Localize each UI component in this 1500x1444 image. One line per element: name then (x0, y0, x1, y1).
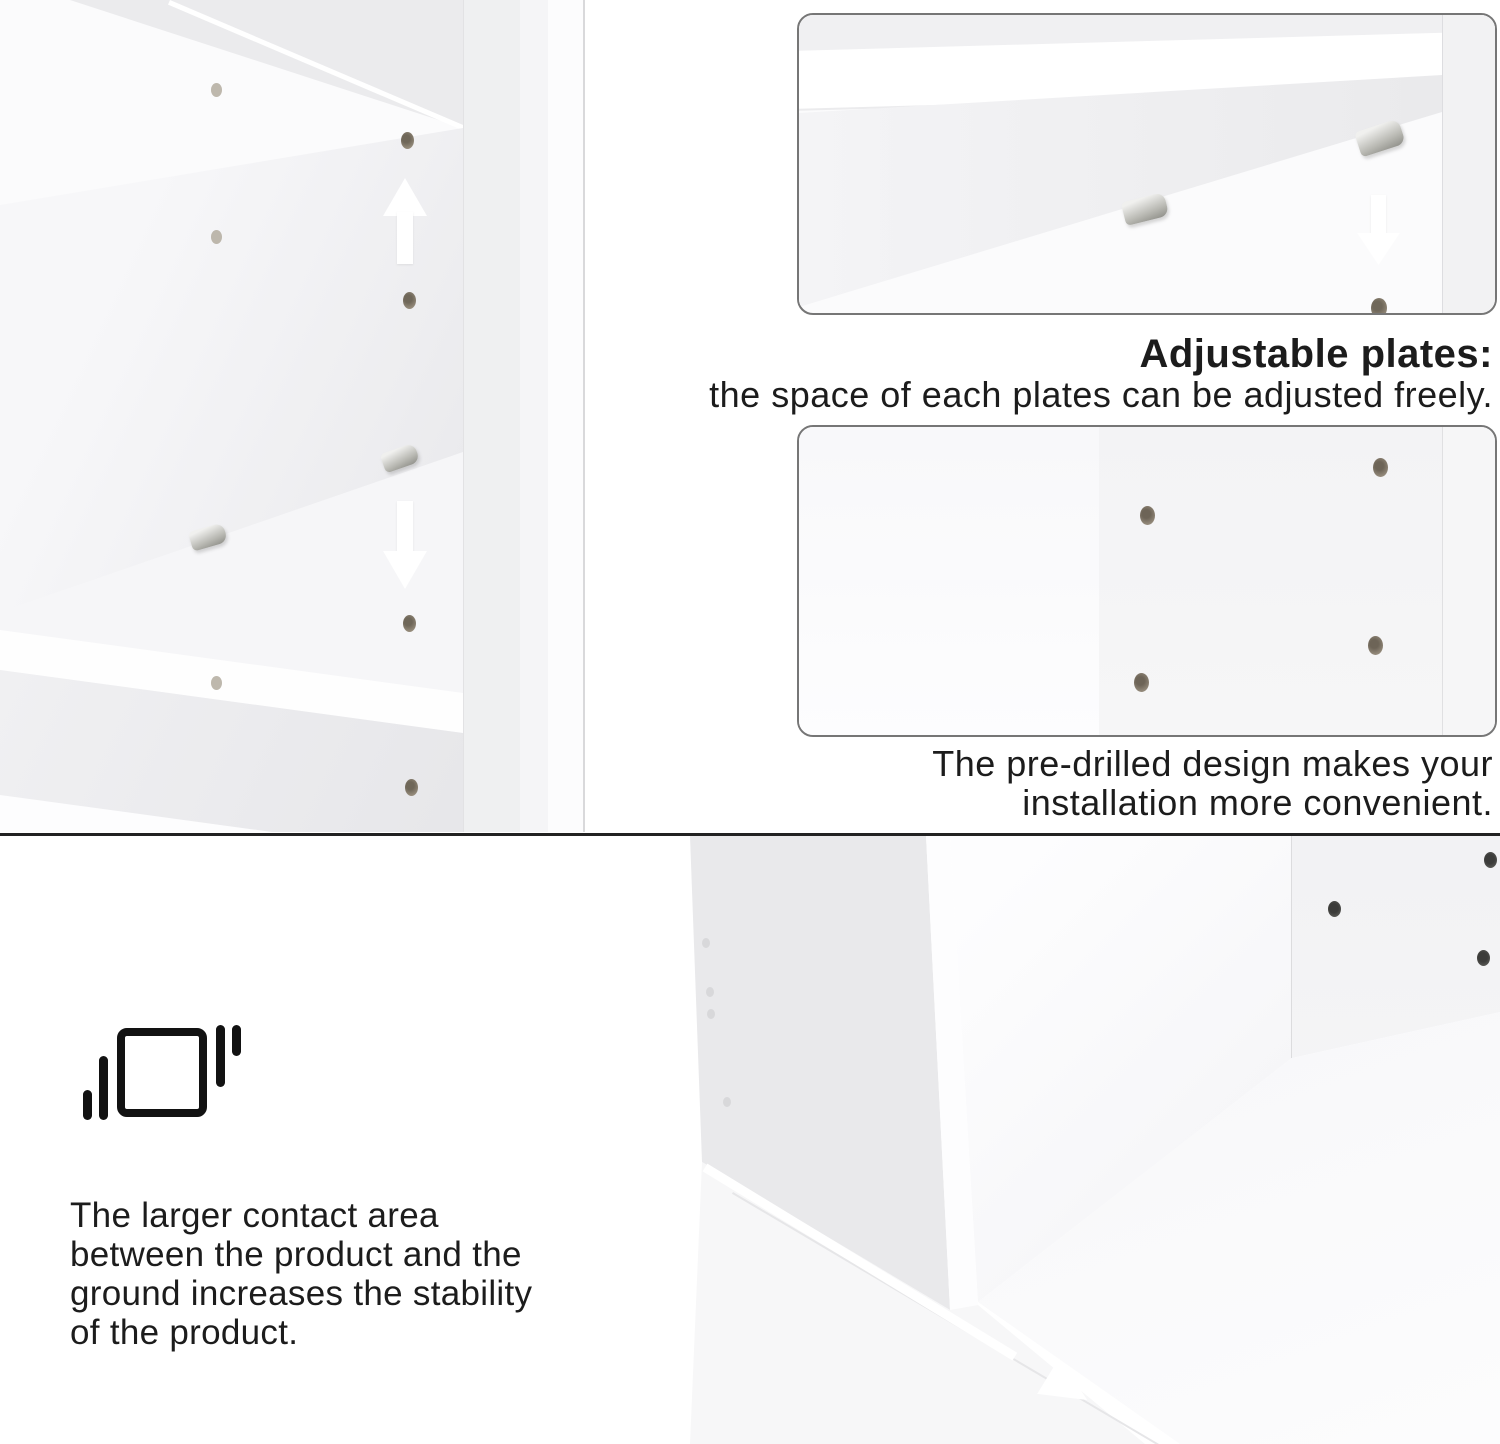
vibration-line (232, 1025, 241, 1056)
vibration-line (99, 1056, 108, 1120)
photo-predrilled-holes (797, 425, 1497, 737)
pin-hole (401, 132, 414, 149)
vibration-square (117, 1028, 207, 1117)
photo-cabinet-base (688, 836, 1500, 1444)
pin-hole (403, 615, 416, 632)
pin-hole-faint (702, 938, 710, 948)
side-panel-edge (1442, 427, 1497, 737)
side-panel-shade (520, 0, 548, 832)
side-panel-edge (583, 0, 585, 832)
pre-drilled-hole (1134, 673, 1149, 692)
caption-stability (70, 1196, 630, 1352)
caption-line: between the product and the (70, 1235, 522, 1274)
photo-shelf-left (0, 0, 585, 832)
back-panel (1099, 427, 1442, 737)
caption-line: The pre-drilled design makes your (932, 743, 1493, 784)
pre-drilled-hole (1477, 950, 1490, 966)
caption-adjustable-plates (640, 334, 1493, 415)
pre-drilled-hole (1328, 901, 1341, 917)
pin-hole (211, 230, 222, 244)
vibration-line (216, 1025, 225, 1087)
pin-hole (211, 676, 222, 690)
pre-drilled-hole (1484, 852, 1497, 868)
pin-hole-faint (706, 987, 714, 997)
side-panel-front (548, 0, 583, 832)
pre-drilled-hole (1373, 458, 1388, 477)
pre-drilled-hole (1140, 506, 1155, 525)
pin-hole (211, 83, 222, 97)
caption-subtitle: the space of each plates can be adjusted freely. (709, 374, 1493, 415)
pin-hole (405, 779, 418, 796)
pin-hole (403, 292, 416, 309)
pin-hole (1371, 298, 1387, 315)
side-panel-inner (463, 0, 521, 832)
side-panel-face (799, 427, 1100, 737)
vibration-square-icon (78, 1022, 248, 1124)
photo-adjustable-plates (797, 13, 1497, 315)
caption-line: installation more convenient. (1022, 782, 1493, 823)
pin-hole-faint (723, 1097, 731, 1107)
caption-title: Adjustable plates: (1139, 332, 1493, 376)
vibration-line (83, 1090, 92, 1120)
caption-predrilled (700, 744, 1493, 822)
pin-hole-faint (707, 1009, 715, 1019)
caption-line: of the product. (70, 1313, 299, 1352)
side-panel (1442, 15, 1497, 315)
corner-seam (1291, 836, 1292, 1058)
caption-line: ground increases the stability (70, 1274, 533, 1313)
caption-line: The larger contact area (70, 1196, 439, 1235)
pre-drilled-hole (1368, 636, 1383, 655)
